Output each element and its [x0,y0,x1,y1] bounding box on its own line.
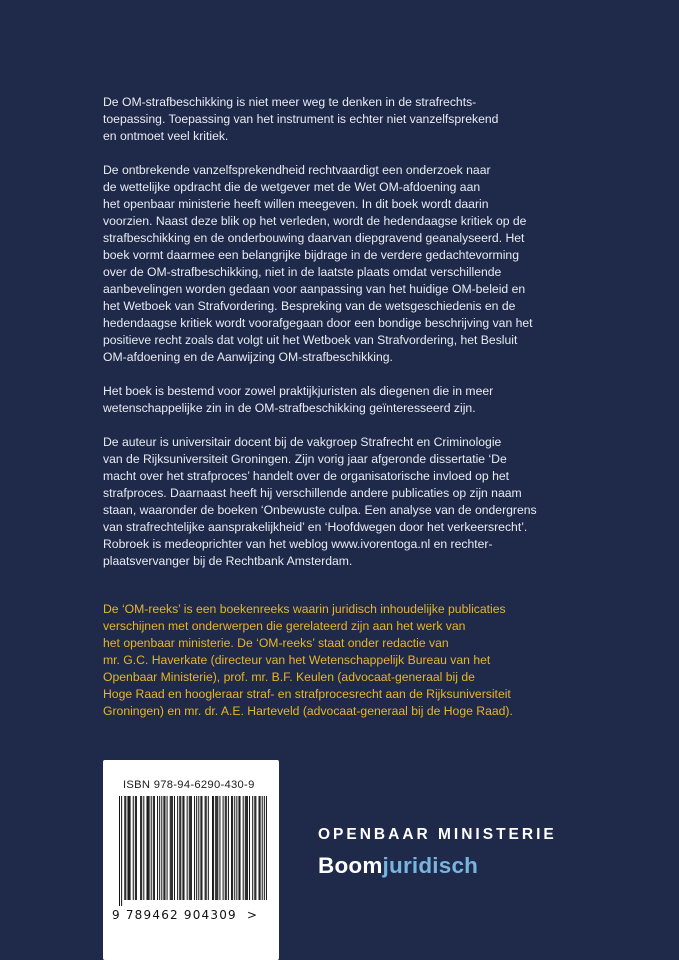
barcode-bar [254,796,255,900]
barcode-bar [262,796,263,900]
barcode-bar [180,796,181,900]
barcode-bar [182,796,183,900]
barcode-bar [130,796,131,900]
barcode-bar [161,796,162,900]
blurb-paragraph-audience: Het boek is bestemd voor zowel praktijkjuristen als diegenen die in meer wetenschappelijke zin in de OM-strafbeschikking geïnteresseerd zijn. [103,384,494,415]
barcode-bars [119,796,267,906]
barcode-bar [177,796,178,900]
barcode-bar [129,796,130,900]
barcode-panel [103,760,279,960]
barcode-bar [124,796,125,900]
barcode-bar [255,796,256,900]
barcode-bar [213,796,214,900]
barcode-bar [187,796,188,900]
barcode-bar [260,796,261,900]
barcode-bar [217,796,218,900]
barcode-bar [141,796,142,900]
barcode-bar [226,796,227,900]
barcode-bar [174,796,175,900]
barcode-bar [219,796,220,900]
isbn-label: ISBN 978-94-6290-430-9 [123,779,255,791]
barcode-bar [190,796,191,900]
barcode-bar [200,796,201,900]
barcode-bar [143,796,144,900]
barcode-bar [170,796,171,900]
barcode-bar [154,796,155,900]
barcode-bar [238,796,239,900]
barcode-bar [149,796,150,900]
barcode-bar [243,796,244,900]
barcode-bar [266,796,267,900]
barcode-bar [191,796,192,900]
barcode-bar [148,796,149,900]
barcode-bar [135,796,136,900]
barcode-bar [119,796,120,906]
boom-juridisch-logo [318,853,478,879]
barcode-bar [236,796,237,900]
barcode-bar [223,796,224,900]
barcode-bar [216,796,217,900]
barcode-bar [245,796,246,900]
barcode-bar [196,796,197,900]
barcode-bar [231,796,232,900]
barcode-bar [157,796,158,900]
barcode-bar [259,796,260,900]
barcode-bar [151,796,152,900]
barcode-bar [140,796,141,900]
barcode-bar [164,796,165,900]
barcode-bar [228,796,229,900]
barcode-bar [125,796,126,900]
barcode-bar [232,796,233,900]
barcode-bar [194,796,195,900]
barcode-bar [215,796,216,900]
barcode-bar [198,796,199,900]
barcode-bar [172,796,173,900]
barcode-bar [264,796,265,900]
barcode-bar [234,796,235,900]
barcode-bar [159,796,160,900]
barcode-bar [189,796,190,900]
barcode-bar [206,796,207,900]
barcode-bar [247,796,248,900]
openbaar-ministerie-logo: OPENBAAR MINISTERIE [318,826,557,843]
barcode-bar [205,796,206,900]
blurb-paragraph-intro: De OM-strafbeschikking is niet meer weg te denken in de strafrechts- toepassing. Toepassing van het instrument is echter niet vanzelfsprekend en ontmoet veel kritiek. [103,95,499,143]
barcode-bar [212,796,213,900]
barcode-bar [252,796,253,900]
barcode-bar [136,796,137,900]
barcode-bar [133,796,134,900]
barcode-bar [183,796,184,900]
barcode-bar [249,796,250,900]
barcode-bar [163,796,164,900]
barcode-bar [208,796,209,900]
barcode-bar [146,796,147,900]
barcode-bar [201,796,202,900]
barcode-bar [153,796,154,900]
barcode-digits: 9 789462 904309 > [112,908,259,922]
juridisch-logo-word: juridisch [382,853,479,878]
blurb-paragraph-research: De ontbrekende vanzelfsprekendheid rechtvaardigt een onderzoek naar de wettelijke opdracht die de wetgever met de Wet OM-afdoening aan het openbaar ministerie heeft willen meegeven. In dit boek wordt daarin voorzien. Naast deze blik op het verleden, wordt de hedendaagse kritiek op de strafbeschikking en de onderbouwing daarvan diepgravend geanalyseerd. Het boek vormt daarmee een belangrijke bijdrage in de verdere gedachtevorming over de OM-strafbeschikking, niet in de laatste plaats omdat verschillende aanbevelingen worden gedaan voor aanpassing van het huidige OM-beleid en het Wetboek van Strafvordering. Bespreking van de wetsgeschiedenis en de hedendaagse kritiek wordt voorafgegaan door een bondige beschrijving van het positieve recht zoals dat volgt uit het Wetboek van Strafvordering, het Besluit OM-afdoening en de Aanwijzing OM-strafbeschikking. [103,163,533,364]
boom-logo-word: Boom [318,853,383,878]
barcode-bar [246,796,247,900]
blurb-text [103,94,573,587]
barcode-bar [225,796,226,900]
barcode-bar [171,796,172,900]
barcode-bar [127,796,128,900]
series-note: De ‘OM-reeks’ is een boekenreeks waarin juridisch inhoudelijke publicaties verschijnen met onderwerpen die gerelateerd zijn aan het werk van het openbaar ministerie. De ‘OM-reeks’ staat onder redactie van mr. G.C. Haverkate (directeur van het Wetenschappelijk Bureau van het Openbaar Ministerie), prof. mr. B.F. Keulen (advocaat-generaal bij de Hoge Raad en hoogleraar straf- en strafprocesrecht aan de Rijksuniversiteit Groningen) en mr. dr. A.E. Harteveld (advocaat-generaal bij de Hoge Raad). [103,602,513,718]
barcode-bar [240,796,241,900]
barcode-bar [121,796,122,906]
barcode-bar [179,796,180,900]
blurb-paragraph-author: De auteur is universitair docent bij de vakgroep Strafrecht en Criminologie van de Rijksuniversiteit Groningen. Zijn vorig jaar afgeronde dissertatie ‘De macht over het strafproces’ handelt over de organisatorische invloed op het strafproces. Daarnaast heeft hij verschillende andere publicaties op zijn naam staan, waaronder de boeken ‘Onbewuste culpa. Een analyse van de ondergrens van strafrechtelijke aansprakelijkheid’ en ‘Hoofdwegen door het verkeersrecht’. Robroek is medeoprichter van het weblog www.ivorentoga.nl en rechter- plaatsvervanger bij de Rechtbank Amsterdam. [103,435,537,568]
barcode-bar [167,796,168,900]
